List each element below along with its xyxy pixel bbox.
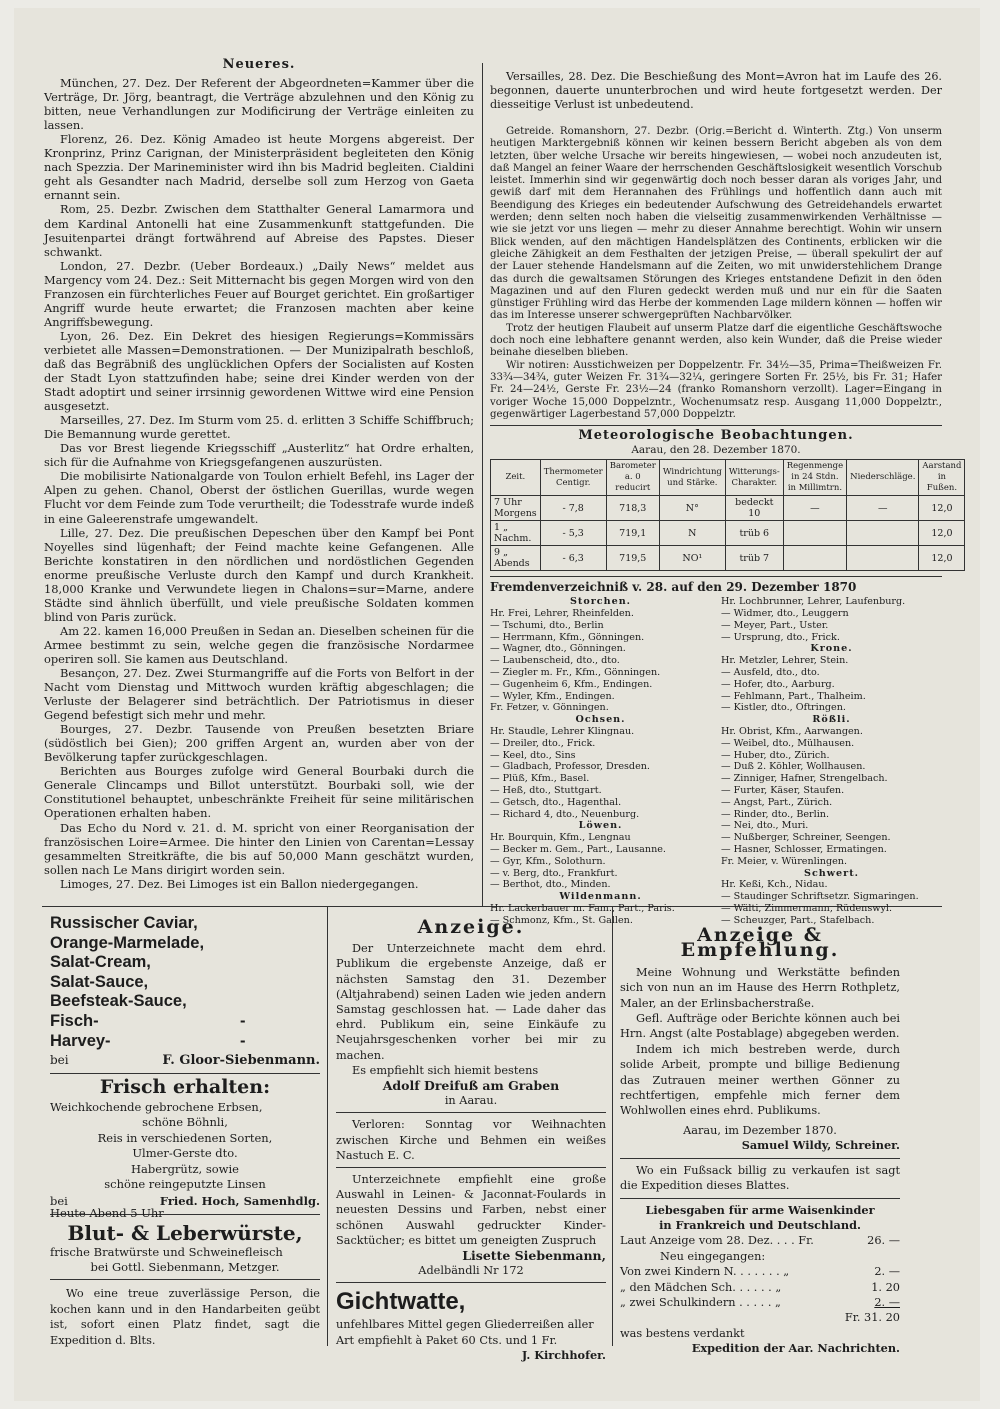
caviar-bei: bei [50,1053,69,1068]
meteo-header: Aarstand in Fußen. [919,460,965,496]
liebes-label: „ zwei Schulkindern . . . . . „ [620,1295,781,1309]
meteo-header: Windrichtung und Stärke. [659,460,725,496]
meteo-header: Thermometer Centigr. [540,460,606,496]
frisch-line: Weichkochende gebrochene Erbsen, [50,1100,263,1114]
guest-entry: — Zinniger, Hafner, Strengelbach. [721,773,888,785]
guest-entry: — Wälti, Zimmermann, Rüdenswyl. [721,902,893,914]
liebes-title: in Frankreich und Deutschland. [659,1217,861,1232]
neueres-section [44,58,474,891]
caviar-lines [50,914,320,1051]
liebes-label: Neu eingegangen: [660,1249,766,1263]
caviar-firm: F. Gloor-Siebenmann. [162,1053,320,1069]
caviar-product: Russischer Caviar, [50,914,198,932]
ad-anzeige [336,918,606,1363]
hotel-name: Löwen. [578,820,623,832]
guest-entry: — Tschumi, dto., Berlin [490,619,604,631]
liebes-title: Liebesgaben für arme Waisenkinder [645,1202,875,1217]
leinen-addr: Adelbändli Nr 172 [418,1264,524,1278]
frisch-line: schöne Böhnli, [142,1115,228,1130]
news-paragraph: Berichten aus Bourges zufolge wird General Bourbaki durch die Generale Clincamps und Billot unterstützt. Bourbaki soll, wie der Constitutionel behauptet, unbeschränkte Freiheit für seine militärischen Operationen erhalten haben. [44,764,474,821]
guest-entry: Hr. Lackerbauer m. Fam., Part., Paris. [490,902,675,914]
guest-entry: — Gladbach, Professor, Dresden. [490,761,650,773]
ad-person [50,1286,320,1348]
table-cell: N [659,521,725,546]
liebes-sign: Expedition der Aar. Nachrichten. [691,1341,900,1356]
versailles-paragraph: Versailles, 28. Dez. Die Beschießung des Mont=Avron hat im Laufe des 26. begonnen, dauerte ununterbrochen und wird heute fortgesetzt werden. Der diesseitige Verlust ist unbedeutend. [490,70,942,111]
table-row [491,496,965,521]
news-paragraph: München, 27. Dez. Der Referent der Abgeordneten=Kammer über die Verträge, Dr. Jörg, beantragt, die Verträge abzulehnen und den König zu bitten, neue Verhandlungen zur Modificirung der Verträge einleiten zu lassen. [44,76,474,133]
guest-entry: — Plüß, Kfm., Basel. [490,773,590,785]
getreide-paragraph: Wir notiren: Ausstichweizen per Doppelzentr. Fr. 34½—35, Prima=Theißweizen Fr. 33¾—34¾, guter Weizen Fr. 31¾—32¼, geringere Sorten Fr. 25½, bis Fr. 31; Hafer Fr. 24—24½, Gerste Fr. 23½—24 (franko Romanshorn verzollt). Lager=Eingang in voriger Woche 15,000 Doppelzntr., Wochenumsatz resp. Ausgang 11,000 Doppelztr., gegenwärtiger Lagerbestand 57,000 Doppelztr. [490,359,942,420]
guest-entry: Hr. Metzler, Lehrer, Stein. [721,655,849,667]
frisch-line: Ulmer-Gerste dto. [132,1146,238,1161]
blut-line: bei Gottl. Siebenmann, Metzger. [90,1260,280,1274]
guest-entry: Fr. Fetzer, v. Gönningen. [490,702,609,714]
news-paragraph: Lyon, 26. Dez. Ein Dekret des hiesigen Regierungs=Kommissärs verbietet alle Massen=Demonstrationen. — Der Munizipalrath beschloß, daß das Begräbniß des unglücklichen Opfers der Socialisten auf Kosten der Stadt Lyon stattzufinden habe; seine drei Kinder werden von der Stadt adoptirt und seiner irrsinnig gewordenen Wittwe wird eine Pension ausgesetzt. [44,328,474,414]
table-cell: NO¹ [659,546,725,571]
ad-frisch [50,1076,320,1219]
neueres-heading: Neueres. [222,57,296,72]
verloren-text: Verloren: Sonntag vor Weihnachten zwischen Kirche und Behmen ein weißes Nastuch E. C. [336,1118,606,1162]
ad-empfehlung [620,926,900,1357]
guest-entry: — Becker m. Gem., Part., Lausanne. [490,844,666,855]
caviar-dash: - [240,1031,246,1050]
guest-entry: — Richard 4, dto., Neuenburg. [490,808,640,820]
meteo-header: Regenmenge in 24 Stdn. in Millimtrn. [783,460,846,496]
news-paragraph: Limoges, 27. Dez. Bei Limoges ist ein Ballon niedergegangen. [60,876,419,891]
meteo-header: Zeit. [491,460,541,496]
caviar-line [50,914,320,934]
guest-entry: — Hasner, Schlosser, Ermatingen. [721,844,887,855]
guest-entry: — Heß, dto., Stuttgart. [490,785,602,797]
table-cell [783,521,846,546]
meteo-header: Witterungs-Charakter. [725,460,783,496]
table-cell: 12,0 [919,546,965,571]
table-cell: 719,1 [606,521,659,546]
guest-entry: Hr. Frei, Lehrer, Rheinfelden. [490,608,634,620]
guest-entry: — Gyr, Kfm., Solothurn. [490,855,606,867]
guest-entry: — Furter, Käser, Staufen. [721,785,845,797]
table-cell: — [847,496,919,521]
liebes-thanks: was bestens verdankt [620,1326,745,1340]
guest-entry: — Gugenheim 6, Kfm., Endingen. [490,678,653,690]
meteo-header: Barometer a. 0 reducirt [606,460,659,496]
meteo-table [490,459,965,571]
fremden-right-column [721,596,942,926]
caviar-product: Orange-Marmelade, [50,933,205,952]
guest-entry: — Scheuzger, Part., Stafelbach. [721,914,875,926]
news-paragraph: Bourges, 27. Dezbr. Tausende von Preußen besetzten Briare (südöstlich bei Gien); 200 griffen Argent an, wurden aber von der Bevölkerung tapfer zurückgeschlagen. [44,722,474,765]
anzeige-place: in Aarau. [444,1094,498,1108]
meteo-header: Niederschläge. [847,460,919,496]
hotel-name: Wildenmann. [559,891,642,903]
guest-entry: — Huber, dto., Zürich. [721,749,830,761]
anzeige-signer: Adolf Dreifuß am Graben [382,1078,560,1094]
news-paragraph: London, 27. Dezbr. (Ueber Bordeaux.) „Daily News“ meldet aus Margency vom 24. Dez.: Seit Mitternacht bis gegen Morgen wird von den Franzosen ein fürchterliches Feuer auf Bourget gerichtet. Ein großartiger Angriff wurde heute erwartet; die Franzosen machten aber keine Angriffsbewegung. [44,258,474,329]
ad-divider [327,906,328,1346]
table-cell: — [783,496,846,521]
right-column [490,70,962,927]
table-cell: 1 „ Nachm. [491,521,541,546]
news-paragraph: Marseilles, 27. Dez. Im Sturm vom 25. d. erlitten 3 Schiffe Schiffbruch; Die Bemannung wurde gerettet. [44,413,474,442]
news-paragraph: Lille, 27. Dez. Die preußischen Depeschen über den Kampf bei Pont Noyelles sind lügenhaft; der Feind machte keine Gefangenen. Alle Berichte konstatiren in den nördlichen und nordöstlichen Gegenden enorme preußische Verluste durch den Kampf und durch Krankheit. 18,000 Kranke und Verwundete liegen in Chalons=sur=Marne, andere Städte sind ähnlich überfüllt, und viele preußische Soldaten kommen blind von Paris zurück. [44,525,474,624]
table-cell: bedeckt 10 [725,496,783,521]
hotel-name: Schwert. [804,867,859,879]
meteo-header-row [491,460,965,496]
getreide-paragraph: Getreide. Romanshorn, 27. Dezbr. (Orig.=Bericht d. Winterth. Ztg.) Von unserm heutigen Marktergebniß können wir keinen bessern Bericht abgeben als von dem letzten, über welche Ursache wir bereits hingewiesen, — wobei noch anzudeuten ist, daß Mangel an feiner Waare der herrschenden Geschäftslosigkeit wesentlich Vorschub leistet. Immerhin sind wir gegenwärtig doch noch besser daran als voriges Jahr, und gewiß darf mit dem Herannahen des Frühlings und hoffentlich dann auch mit Beendigung des Krieges ein bedeutender Aufschwung des Getreidehandels erwartet werden; denn selten noch haben die vielseitig zusammenwirkenden Verhältnisse — wie sie jetzt vor uns liegen — mehr zu dieser Annahme berechtigt. Wohin wir unsern Blick wenden, auf den mächtigen Handelsplätzen des Continents, erblicken wir die gleiche Zähigkeit an dem Festhalten der jetzigen Preise, — überall spekulirt der auf der Lauer stehende Handelsmann auf die Zeiten, wo mit unwiderstehlichem Drange das durch die gewaltsamen Störungen des Krieges entstandene Defizit in den öden Magazinen und auf den Fluren gedeckt werden muß und nur ein für die Saaten günstiger Frühling wird das Herbe der kommenden Lage mildern können — hoffen wir das im Interesse unserer schwergeprüften Nachbarvölker. [490,126,942,322]
fremden-left-column [490,596,711,926]
guest-entry: — Ursprung, dto., Frick. [721,631,840,643]
ad-caviar [50,914,320,1079]
gicht-signer: J. Kirchhofer. [521,1347,606,1362]
gicht-big: Gichtwatte, [336,1288,466,1316]
caviar-line [50,1012,320,1032]
hotel-name: Krone. [810,643,853,655]
caviar-line [50,953,320,973]
guest-entry: — Duß 2. Köhler, Wollhausen. [721,761,866,773]
liebes-label: Laut Anzeige vom 28. Dez. . . . Fr. [620,1234,814,1248]
guest-entry: Hr. Keßi, Kch., Nidau. [721,879,828,891]
caviar-line [50,973,320,993]
empfehlung-date: Aarau, im Dezember 1870. [683,1123,837,1137]
ad-divider [612,906,613,1346]
liebes-value: 2. — [874,1295,900,1309]
blut-line: Heute Abend 5 Uhr [50,1206,164,1220]
empfehlung-text: Indem ich mich bestreben werde, durch solide Arbeit, prompte und billige Bedienung das Zutrauen meiner werthen Gönner zu rechtfertigen, empfehle mich ferner dem Wohlwollen eines ehrd. Publikums. [620,1042,900,1118]
caviar-product: Salat-Cream, [50,953,151,972]
guest-entry: — Getsch, dto., Hagenthal. [490,796,622,808]
blut-title: Blut- & Leberwürste, [67,1221,303,1245]
frisch-line: schöne reingeputzte Linsen [104,1177,266,1192]
anzeige-title: Anzeige. [417,916,525,938]
guest-entry: — Ausfeld, dto., dto. [721,667,820,679]
meteo-subtitle: Aarau, den 28. Dezember 1870. [631,444,801,457]
guest-entry: Hr. Staudle, Lehrer Klingnau. [490,726,635,738]
ad-blutwurst [50,1206,320,1284]
column-divider [482,63,483,906]
news-paragraph: Florenz, 26. Dez. König Amadeo ist heute Morgens abgereist. Der Kronprinz, Prinz Carignan, der Ministerpräsident begleiteten den König nach Spezzia. Der Marineminister wird ihn bis Madrid begleiten. Cialdini geht als Gesandter nach Madrid, derselbe soll zum Herzog von Gaeta ernannt sein. [44,132,474,203]
news-paragraph: Das vor Brest liegende Kriegsschiff „Austerlitz“ hat Ordre erhalten, sich für die Aufnahme von Kriegsgefangenen auszurüsten. [44,441,474,470]
fusssack-text: Wo ein Fußsack billig zu verkaufen ist sagt die Expedition dieses Blattes. [620,1163,900,1193]
guest-entry: — Fehlmann, Part., Thalheim. [721,690,866,702]
guest-entry: — Berthot, dto., Minden. [490,879,611,891]
frisch-line: Habergrütz, sowie [131,1161,239,1176]
guest-entry: — Staudinger Schriftsetzr. Sigmaringen. [721,891,919,903]
caviar-dash: - [240,1011,246,1030]
table-cell: - 5,3 [540,521,606,546]
liebes-value: 1. 20 [871,1280,900,1294]
news-paragraph: Rom, 25. Dezbr. Zwischen dem Statthalter General Lamarmora und dem Kardinal Antonelli hat eine Zusammenkunft stattgefunden. Die Jesuitenpartei drängt fortwährend auf Abreise des Papstes. Dieser schwankt. [44,202,474,259]
guest-entry: — Hofer, dto., Aarburg. [721,678,835,690]
caviar-product: Salat-Sauce, [50,972,149,991]
guest-entry: — Kistler, dto., Oftringen. [721,702,846,714]
table-row [491,521,965,546]
getreide-paragraph: Trotz der heutigen Flaubeit auf unserm Platze darf die eigentliche Geschäftswoche doch noch eine lebhaftere genannt werden, also kein Wunder, daß die Preise wieder beinahe dieselben blieben. [490,322,942,359]
table-cell: 719,5 [606,546,659,571]
frisch-line: Reis in verschiedenen Sorten, [97,1130,273,1145]
table-cell: N° [659,496,725,521]
guest-entry: — Meyer, Part., Uster. [721,619,829,631]
guest-entry: — v. Berg, dto., Frankfurt. [490,867,618,879]
liebes-label: „ den Mädchen Sch. . . . . . „ [620,1280,782,1294]
newspaper-page [14,8,980,1401]
guest-entry: Fr. Meier, v. Würenlingen. [721,855,847,867]
leinen-text: Unterzeichnete empfiehlt eine große Auswahl in Leinen- & Jaconnat-Foulards in neuesten Dessins und Farben, nebst einer schönen Auswahl gedruckter Kinder-Sacktücher; es bittet um geneigten Zuspruch [336,1173,606,1247]
guest-entry: — Nei, dto., Muri. [721,820,809,832]
caviar-line [50,934,320,954]
table-cell [783,546,846,571]
table-cell: 718,3 [606,496,659,521]
fremden-list [490,596,942,926]
caviar-product: Beefsteak-Sauce, [50,992,187,1011]
guest-entry: Hr. Lochbrunner, Lehrer, Laufenburg. [721,596,906,608]
liebes-total: Fr. 31. 20 [844,1311,900,1325]
liebes-value: 2. — [874,1265,900,1279]
guest-entry: — Laubenscheid, dto., dto. [490,655,620,667]
guest-entry: — Wagner, dto., Gönningen. [490,643,626,655]
table-cell: 12,0 [919,496,965,521]
anzeige-closing: Es empfiehlt sich hiemit bestens [352,1063,539,1077]
guest-entry: — Schmonz, Kfm., St. Gallen. [490,914,633,926]
news-paragraph: Am 22. kamen 16,000 Preußen in Sedan an. Dieselben scheinen für die Armee bestimmt zu sein, welche gegen die französische Nordarmee operiren soll. Sie kamen aus Deutschland. [44,623,474,666]
empfehlung-signer: Samuel Wildy, Schreiner. [741,1138,900,1153]
caviar-line [50,1032,320,1052]
anzeige-text: Der Unterzeichnete macht dem ehrd. Publikum die ergebenste Anzeige, daß er nächsten Samstag den 31. Dezember (Altjahrabend) seinen Laden wie jeden andern Samstag geschlossen hat. — Lade daher das ehrd. Publikum ein, seine Einkäufe zu Neujahrsgeschenken vorher bei mir zu machen. [336,942,606,1062]
guest-entry: Hr. Bourquin, Kfm., Lengnau [490,832,631,844]
meteo-title: Meteorologische Beobachtungen. [578,428,854,444]
table-cell: - 6,3 [540,546,606,571]
hotel-name: Rößli. [812,714,851,726]
frisch-firm: Fried. Hoch, Samenhdlg. [159,1194,320,1209]
guest-entry: — Weibel, dto., Mülhausen. [721,737,855,749]
news-paragraph: Das Echo du Nord v. 21. d. M. spricht von einer Reorganisation der französischen Loire=Armee. Die hinter den Linien von Carentan=Lessay gesammelten Streitkräfte, die bis auf 50,000 Mann geschätzt wurden, sollen nach Le Mans dirigirt worden sein. [44,820,474,877]
guest-entry: — Herrmann, Kfm., Gönningen. [490,631,645,643]
person-text: Wo eine treue zuverlässige Person, die kochen kann und in den Handarbeiten geübt ist, sofort einen Platz findet, sagt die Expedition d. Blts. [50,1287,320,1347]
frisch-title: Frisch erhalten: [99,1076,271,1098]
guest-entry: — Ziegler m. Fr., Kfm., Gönningen. [490,667,661,679]
hotel-name: Storchen. [569,596,632,608]
gicht-text: unfehlbares Mittel gegen Gliederreißen aller Art empfiehlt à Paket 60 Cts. und 1 Fr. [336,1318,594,1347]
fremden-title: Fremdenverzeichniß v. 28. auf den 29. Dezember 1870 [490,580,857,595]
caviar-product: Harvey- [50,1031,111,1050]
table-cell: 9 „ Abends [491,546,541,571]
guest-entry: — Nußberger, Schreiner, Seengen. [721,832,891,844]
frisch-bei: bei [50,1194,68,1209]
news-paragraph: Die mobilisirte Nationalgarde von Toulon erhielt Befehl, ins Lager der Alpen zu gehen. Chanol, Oberst der östlichen Guerillas, wurde wegen Flucht vor dem Feinde zum Tode verurtheilt; die Todesstrafe wurde indeß in eine Galeerenstrafe umgewandelt. [44,469,474,526]
table-cell: trüb 6 [725,521,783,546]
table-cell: - 7,8 [540,496,606,521]
caviar-line [50,992,320,1012]
liebes-value: 26. — [867,1234,900,1248]
blut-line: frische Bratwürste und Schweinefleisch [50,1245,283,1259]
guest-entry: — Widmer, dto., Leuggern [721,608,849,620]
guest-entry: — Wyler, Kfm., Endingen. [490,690,615,702]
table-cell: 12,0 [919,521,965,546]
empfehlung-title: Anzeige & Empfehlung. [680,924,840,962]
caviar-product: Fisch- [50,1011,99,1030]
guest-entry: — Dreiler, dto., Frick. [490,737,596,749]
liebes-label: Von zwei Kindern N. . . . . . . „ [620,1265,790,1279]
hotel-name: Ochsen. [575,714,626,726]
table-cell: 7 Uhr Morgens [491,496,541,521]
guest-entry: Hr. Obrist, Kfm., Aarwangen. [721,726,863,738]
table-cell [847,521,919,546]
empfehlung-text: Meine Wohnung und Werkstätte befinden sich von nun an im Hause des Herrn Rothpletz, Maler, an der Erlinsbacherstraße. [620,965,900,1010]
news-paragraph: Besançon, 27. Dez. Zwei Sturmangriffe auf die Forts von Belfort in der Nacht vom Dienstag und Mittwoch wurden kräftig abgeschlagen; die Verluste der Belagerer sind beträchtlich. Der Patriotismus in dieser Gegend befestigt sich mehr und mehr. [44,666,474,723]
guest-entry: — Keel, dto., Sins [490,749,576,761]
table-row [491,546,965,571]
table-cell: trüb 7 [725,546,783,571]
guest-entry: — Angst, Part., Zürich. [721,796,833,808]
table-cell [847,546,919,571]
leinen-signer: Lisette Siebenmann, [462,1248,606,1264]
empfehlung-text: Gefl. Aufträge oder Berichte können auch bei Hrn. Angst (alte Postablage) abgegeben werden. [620,1012,900,1041]
guest-entry: — Rinder, dto., Berlin. [721,808,829,820]
